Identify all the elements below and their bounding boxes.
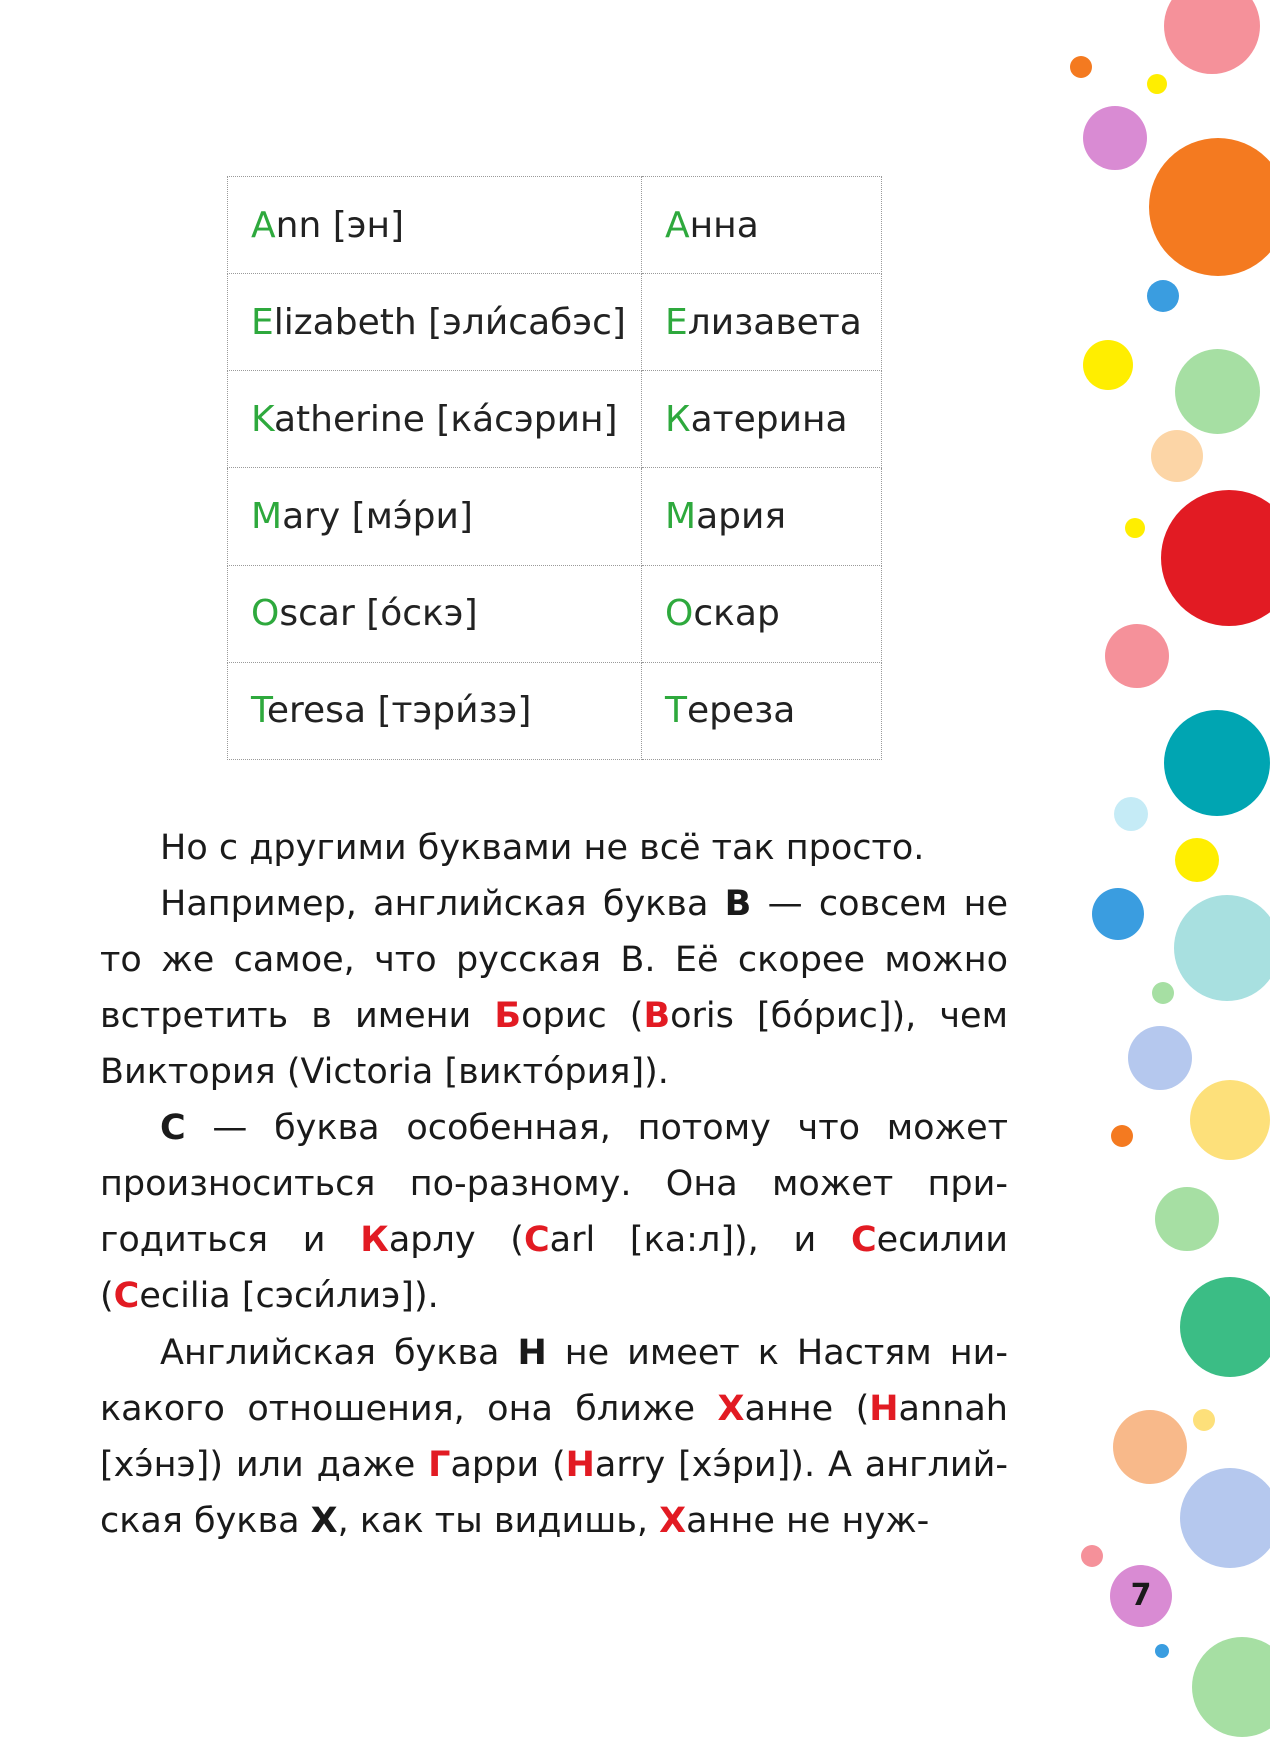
initial-letter: А — [665, 204, 690, 246]
decor-circle — [1113, 1410, 1187, 1484]
initial-letter: T — [251, 690, 267, 732]
highlight-letter: Х — [659, 1501, 687, 1541]
decor-circle — [1125, 518, 1145, 538]
paragraph-letter-c: C — буква особенная, потому что может произноситься по-разному. Она может пригодиться и Карлу (Carl [ка:л]), и Сесилии (Cecilia [сэси́лиэ]). — [100, 1108, 1009, 1316]
highlight-letter: C — [523, 1220, 550, 1260]
decor-circle — [1180, 1277, 1270, 1377]
decor-circle — [1111, 1125, 1133, 1147]
initial-letter: A — [251, 204, 276, 246]
decor-circle — [1175, 838, 1219, 882]
decor-circle — [1151, 430, 1203, 482]
decor-circle — [1070, 56, 1092, 78]
decor-circle — [1192, 1637, 1270, 1737]
highlight-letter: Г — [428, 1445, 451, 1485]
english-name-cell: Katherine [ка́сэрин] — [228, 371, 642, 468]
highlight-letter: К — [360, 1220, 389, 1260]
table-row — [228, 662, 882, 759]
highlight-letter: H — [565, 1445, 595, 1485]
initial-letter: К — [665, 398, 691, 440]
english-name-cell: Ann [эн] — [228, 177, 642, 274]
initial-letter: O — [251, 593, 280, 635]
decor-circle — [1128, 1026, 1192, 1090]
russian-name-cell: Катерина — [642, 371, 882, 468]
decor-circle — [1175, 349, 1260, 434]
russian-name-cell: Мария — [642, 468, 882, 565]
decor-circle — [1174, 895, 1270, 1001]
highlight-letter: B — [643, 996, 671, 1036]
decor-circle — [1155, 1187, 1219, 1251]
decor-circle — [1161, 490, 1270, 626]
highlight-letter: Б — [494, 996, 522, 1036]
decor-circle — [1114, 797, 1148, 831]
paragraph-intro: Но с другими буквами не всё так просто. — [160, 828, 925, 868]
letter-b: B — [724, 884, 752, 924]
table-row — [228, 177, 882, 274]
paragraph-letter-b: Например, английская буква B — совсем не то же самое, что русская В. Её скорее можно встретить в имени Борис (Boris [бо́рис]), чем Виктория (Victoria [викто́рия]). — [100, 884, 1008, 1092]
russian-name-cell: Анна — [642, 177, 882, 274]
initial-letter: М — [665, 496, 697, 538]
highlight-letter: H — [869, 1389, 899, 1429]
names-table — [227, 176, 882, 760]
english-name-cell: Elizabeth [эли́сабэс] — [228, 274, 642, 371]
initial-letter: K — [251, 398, 274, 440]
english-name-cell: Mary [мэ́ри] — [228, 468, 642, 565]
highlight-letter: Х — [717, 1389, 745, 1429]
table-row — [228, 371, 882, 468]
decor-circle — [1083, 340, 1133, 390]
decor-circle — [1164, 0, 1260, 74]
russian-name-cell: Оскар — [642, 565, 882, 662]
letter-x: X — [310, 1501, 338, 1541]
initial-letter: E — [251, 301, 274, 343]
decor-circle — [1164, 710, 1270, 816]
russian-name-cell: Елизавета — [642, 274, 882, 371]
initial-letter: Т — [665, 690, 687, 732]
letter-c: C — [160, 1108, 186, 1148]
english-name-cell: Oscar [о́скэ] — [228, 565, 642, 662]
english-name-cell: Teresa [тэри́зэ] — [228, 662, 642, 759]
decor-circle — [1147, 280, 1179, 312]
initial-letter: Е — [665, 301, 688, 343]
russian-name-cell: Тереза — [642, 662, 882, 759]
letter-h: H — [517, 1333, 547, 1373]
decor-circle — [1147, 74, 1167, 94]
decor-circle — [1155, 1644, 1169, 1658]
decor-circle — [1190, 1080, 1270, 1160]
decor-circle — [1081, 1545, 1103, 1567]
page-number: 7 — [1130, 1578, 1152, 1613]
highlight-letter: C — [113, 1276, 140, 1316]
decor-circle — [1180, 1468, 1270, 1568]
table-row — [228, 274, 882, 371]
decor-circle — [1152, 982, 1174, 1004]
decor-circle — [1092, 888, 1144, 940]
decor-circle — [1149, 138, 1270, 276]
decor-circle — [1193, 1409, 1215, 1431]
highlight-letter: С — [850, 1220, 877, 1260]
decor-circle — [1083, 106, 1147, 170]
initial-letter: О — [665, 593, 694, 635]
initial-letter: M — [251, 496, 283, 538]
table-row — [228, 565, 882, 662]
paragraph-letter-h: Английская буква H не имеет к Настям никакого отношения, она ближе Ханне (Hannah [хэ́нэ]) или даже Гарри (Harry [хэ́ри]). А английская буква X, как ты видишь, Ханне не нуж- — [100, 1333, 1009, 1541]
table-row — [228, 468, 882, 565]
decor-circle — [1105, 624, 1169, 688]
